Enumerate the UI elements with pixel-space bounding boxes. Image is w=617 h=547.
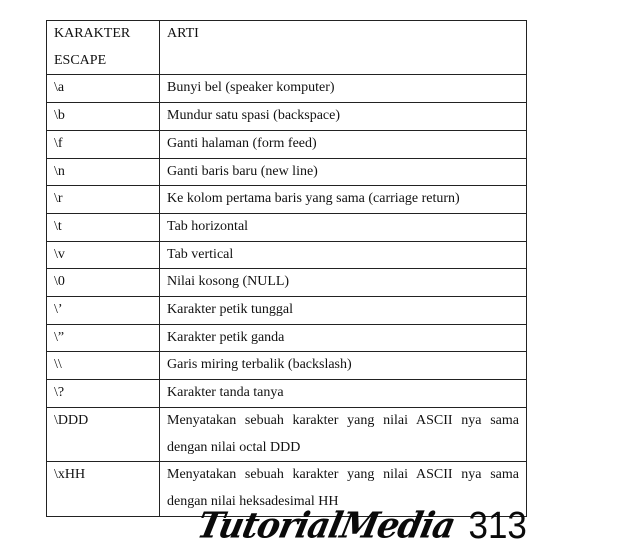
escape-cell: \r bbox=[47, 186, 160, 214]
escape-cell: \DDD bbox=[47, 407, 160, 461]
header-meaning: ARTI bbox=[160, 21, 527, 75]
escape-cell: \b bbox=[47, 103, 160, 131]
escape-cell: \\ bbox=[47, 352, 160, 380]
escape-cell: \n bbox=[47, 158, 160, 186]
table-row bbox=[47, 297, 527, 325]
escape-cell: \xHH bbox=[47, 462, 160, 516]
table-row bbox=[47, 380, 527, 408]
table-header-row bbox=[47, 21, 527, 75]
meaning-cell: Menyatakan sebuah karakter yang nilai ASCII nya sama dengan nilai octal DDD bbox=[160, 407, 527, 461]
meaning-cell: Ganti halaman (form feed) bbox=[160, 130, 527, 158]
table-row bbox=[47, 158, 527, 186]
table-row bbox=[47, 75, 527, 103]
meaning-cell: Garis miring terbalik (backslash) bbox=[160, 352, 527, 380]
meaning-cell: Menyatakan sebuah karakter yang nilai ASCII nya sama dengan nilai heksadesimal HH bbox=[160, 462, 527, 516]
escape-cell: \f bbox=[47, 130, 160, 158]
meaning-cell: Ke kolom pertama baris yang sama (carriage return) bbox=[160, 186, 527, 214]
header-escape: KARAKTER ESCAPE bbox=[47, 21, 160, 75]
table-row bbox=[47, 213, 527, 241]
table-row bbox=[47, 103, 527, 131]
meaning-cell: Mundur satu spasi (backspace) bbox=[160, 103, 527, 131]
watermark-logo bbox=[193, 505, 527, 547]
table-row bbox=[47, 407, 527, 461]
escape-cell: \t bbox=[47, 213, 160, 241]
escape-cell: \a bbox=[47, 75, 160, 103]
table-row bbox=[47, 324, 527, 352]
escape-cell: \0 bbox=[47, 269, 160, 297]
watermark-number: 313 bbox=[468, 505, 527, 547]
meaning-cell: Bunyi bel (speaker komputer) bbox=[160, 75, 527, 103]
escape-cell: \” bbox=[47, 324, 160, 352]
escape-cell: \’ bbox=[47, 297, 160, 325]
meaning-cell: Ganti baris baru (new line) bbox=[160, 158, 527, 186]
meaning-cell: Tab horizontal bbox=[160, 213, 527, 241]
escape-cell: \? bbox=[47, 380, 160, 408]
table-row bbox=[47, 241, 527, 269]
meaning-cell: Karakter petik ganda bbox=[160, 324, 527, 352]
meaning-cell: Tab vertical bbox=[160, 241, 527, 269]
table-row bbox=[47, 269, 527, 297]
table-row bbox=[47, 186, 527, 214]
meaning-cell: Karakter petik tunggal bbox=[160, 297, 527, 325]
meaning-cell: Karakter tanda tanya bbox=[160, 380, 527, 408]
table-row bbox=[47, 352, 527, 380]
table-row bbox=[47, 130, 527, 158]
meaning-cell: Nilai kosong (NULL) bbox=[160, 269, 527, 297]
escape-character-table bbox=[46, 20, 527, 517]
watermark-script-text: TutorialMedia bbox=[193, 505, 459, 547]
escape-cell: \v bbox=[47, 241, 160, 269]
